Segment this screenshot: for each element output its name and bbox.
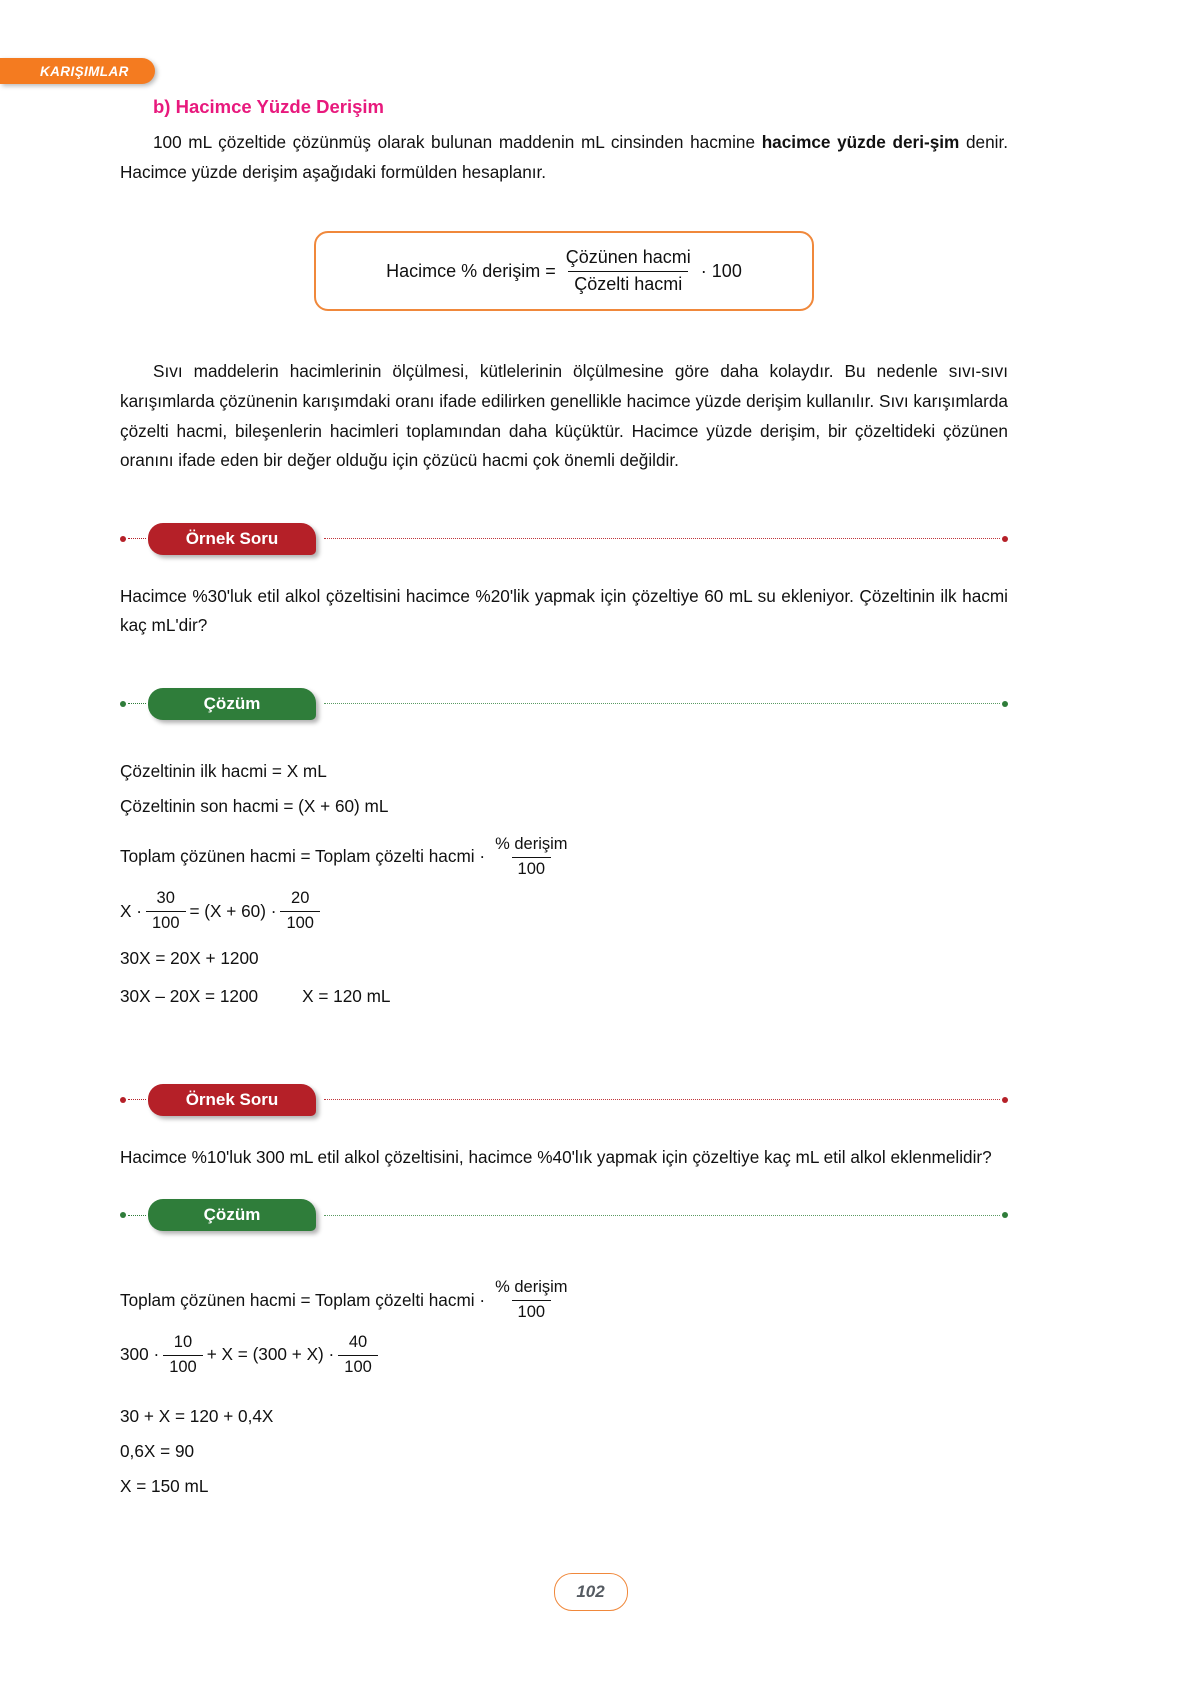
ornek-soru-badge-row-1 (120, 522, 1008, 556)
solution-2-eq2-b: + X = (300 + X) · (206, 1344, 335, 1365)
solution-1-eq-label-text: Toplam çözünen hacmi = Toplam çözelti hacmi · (120, 846, 486, 867)
bullet-dot-icon-end (1002, 1097, 1008, 1103)
spacer (120, 1117, 1008, 1143)
intro-paragraph (120, 128, 1008, 187)
cozum-badge-1: Çözüm (148, 688, 316, 720)
formula-fraction (560, 247, 697, 295)
bullet-dot-icon-end (1002, 536, 1008, 542)
dotted-rule (324, 1099, 1000, 1100)
formula-numerator: Çözünen hacmi (565, 247, 691, 268)
dotted-rule (324, 538, 1000, 539)
spacer (120, 721, 1008, 747)
solution-2-derisim-num: % derişim (495, 1278, 568, 1297)
leader-line (128, 538, 146, 539)
solution-2-derisim-fraction (489, 1278, 573, 1323)
dotted-rule (324, 1215, 1000, 1216)
solution-1-fraction-30-100 (146, 889, 186, 934)
solution-1-equation-label (120, 835, 1008, 880)
page-content (120, 96, 1008, 1497)
spacer (120, 1378, 1008, 1392)
leader-line (128, 1215, 146, 1216)
solution-2-line-3: X = 150 mL (120, 1475, 209, 1496)
spacer (120, 476, 1008, 522)
bullet-dot-icon (120, 701, 126, 707)
question-1-text: Hacimce %30'luk etil alkol çözeltisini hacimce %20'lik yapmak için çözeltiye 60 mL su ekleniyor. Çözeltinin ilk hacmi kaç mL'dir? (120, 585, 1008, 636)
solution-2-eq2-a: 300 · (120, 1344, 160, 1365)
spacer (120, 1232, 1008, 1278)
solution-2-fraction-10-100 (163, 1333, 203, 1378)
dotted-rule (324, 703, 1000, 704)
cozum-badge-row-2 (120, 1198, 1008, 1232)
formula-tail: · 100 (700, 260, 742, 281)
solution-1-f1-num: 30 (156, 889, 175, 908)
solution-1-line-2: Çözeltinin son hacmi = (X + 60) mL (120, 795, 389, 816)
question-2-text: Hacimce %10'luk 300 mL etil alkol çözeltisini, hacimce %40'lık yapmak için çözeltiye kaç mL etil alkol eklenmelidir? (120, 1146, 992, 1167)
spacer (120, 641, 1008, 687)
bullet-dot-icon-end (1002, 1212, 1008, 1218)
solution-1-fraction-20-100 (280, 889, 320, 934)
chapter-tab (0, 58, 155, 84)
cozum-badge-2: Çözüm (148, 1199, 316, 1231)
spacer (120, 1057, 1008, 1083)
solution-1-derisim-den: 100 (512, 857, 552, 880)
formula-denominator: Çözelti hacmi (568, 271, 688, 296)
solution-2-f2-den: 100 (338, 1355, 378, 1378)
ornek-soru-badge-1: Örnek Soru (148, 523, 316, 555)
intro-bold-2: şim (929, 132, 960, 152)
solution-1-f2-den: 100 (280, 911, 320, 934)
solution-1-line-4a: 30X – 20X = 1200 (120, 986, 259, 1006)
page-number: 102 (554, 1573, 628, 1611)
solution-1-derisim-fraction (489, 835, 573, 880)
bullet-dot-icon (120, 1097, 126, 1103)
formula-box-wrapper (120, 231, 1008, 311)
solution-2-fraction-40-100 (338, 1333, 378, 1378)
solution-1-derisim-num: % derişim (495, 834, 568, 853)
leader-line (128, 703, 146, 704)
solution-1-eq2-b: = (X + 60) · (189, 900, 277, 921)
solution-1-line-3: 30X = 20X + 1200 (120, 948, 259, 968)
solution-2-equation-2 (120, 1333, 1008, 1378)
solution-2-eq-label-text: Toplam çözünen hacmi = Toplam çözelti hacmi · (120, 1289, 486, 1310)
main-paragraph: Sıvı maddelerin hacimlerinin ölçülmesi, kütlelerinin ölçülmesine göre daha kolaydır. Bu nedenle sıvı-sıvı karışımlarda çözünenin karışımdaki oranı ifade edilirken genellikle hacimce yüzde derişim kullanılır. Sıvı karışımlarda çözelti hacmi, bileşenlerin hacimleri toplamından daha küçüktür. Hacimce yüzde derişim, bir çözeltideki çözünen oranını ifade eden bir değer olduğu için çözücü hacmi çok önemli değildir. (120, 361, 1008, 471)
solution-2-f2-num: 40 (348, 1333, 368, 1352)
solution-2-equation-label (120, 1278, 1008, 1323)
chapter-tab-label: KARIŞIMLAR (40, 63, 129, 79)
solution-2-line-2: 0,6X = 90 (120, 1440, 195, 1461)
solution-1-line-4 (120, 983, 1008, 1011)
solution-1-line-4b: X = 120 mL (302, 986, 391, 1006)
bullet-dot-icon (120, 536, 126, 542)
intro-text-part2: denir. Hacimce yüzde derişim aşağıdaki formülden hesaplanır. (120, 132, 1009, 182)
leader-line (128, 1099, 146, 1100)
ornek-soru-badge-row-2 (120, 1083, 1008, 1117)
intro-text-part1: 100 mL çözeltide çözünmüş olarak bulunan maddenin mL cinsinden hacmine (153, 132, 762, 152)
solution-2-derisim-den: 100 (512, 1300, 552, 1323)
section-heading: b) Hacimce Yüzde Derişim (153, 96, 384, 117)
spacer (120, 1172, 1008, 1198)
ornek-soru-badge-2: Örnek Soru (148, 1084, 316, 1116)
solution-1-equation-2 (120, 889, 1008, 934)
spacer (120, 311, 1008, 357)
solution-1-f1-den: 100 (146, 911, 186, 934)
solution-2-f1-num: 10 (173, 1333, 193, 1352)
formula-line (386, 247, 742, 295)
cozum-badge-row-1 (120, 687, 1008, 721)
formula-box (314, 231, 814, 311)
spacer (120, 556, 1008, 582)
spacer (120, 1011, 1008, 1057)
intro-bold-1: hacimce yüzde deri- (761, 132, 930, 152)
formula-lhs: Hacimce % derişim = (386, 260, 556, 281)
bullet-dot-icon (120, 1212, 126, 1218)
solution-1-eq2-a: X · (120, 900, 142, 921)
solution-1-f2-num: 20 (291, 889, 310, 908)
solution-2-line-1: 30 + X = 120 + 0,4X (120, 1405, 274, 1426)
solution-2-f1-den: 100 (163, 1355, 203, 1378)
solution-1-line-1: Çözeltinin ilk hacmi = X mL (120, 760, 327, 781)
bullet-dot-icon-end (1002, 701, 1008, 707)
